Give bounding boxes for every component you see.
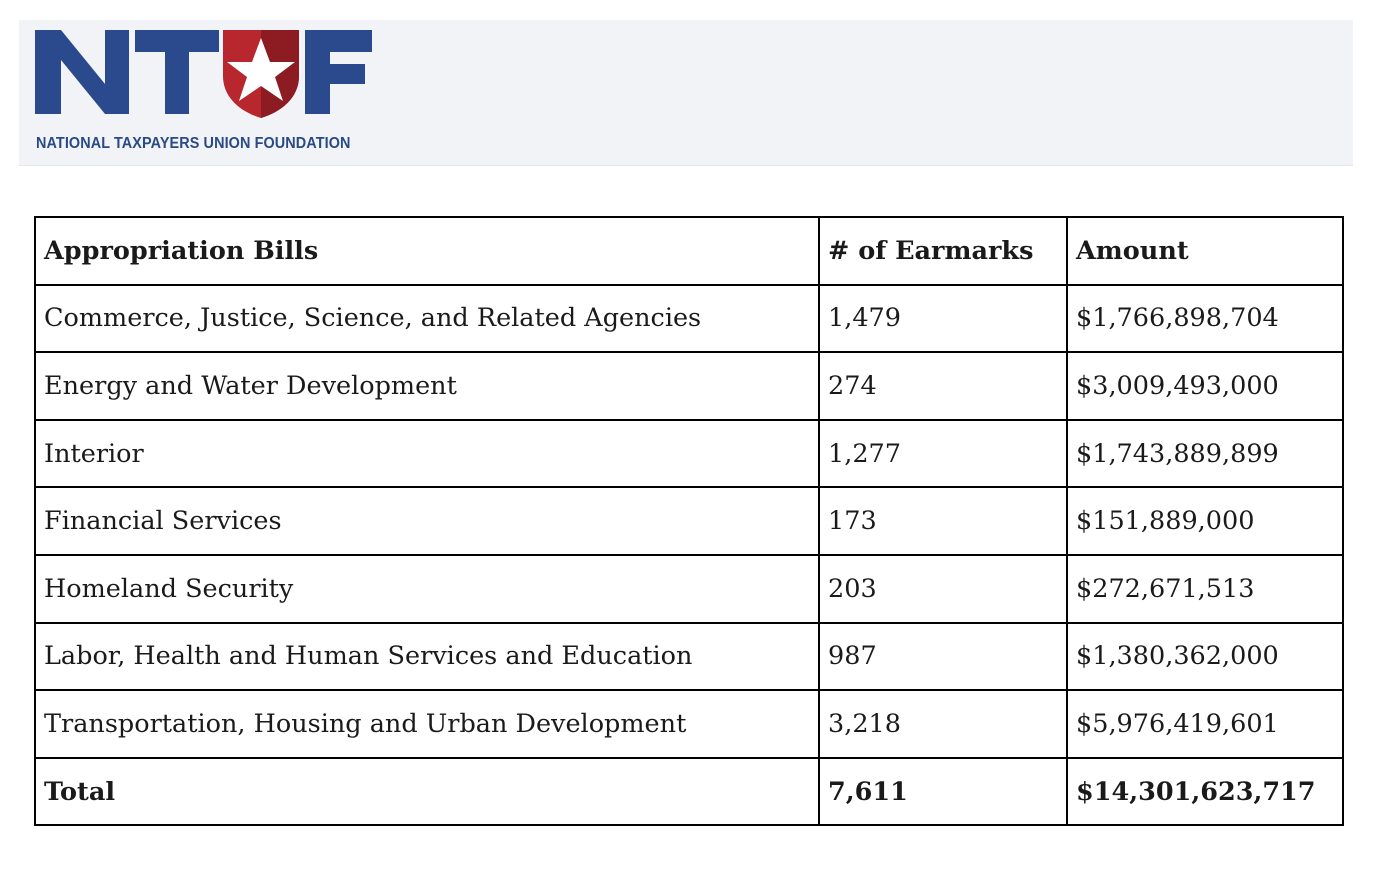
table-row <box>35 487 1343 555</box>
total-row <box>35 758 1343 826</box>
earmark-count-cell: 203 <box>819 555 1067 623</box>
site-header <box>19 20 1353 166</box>
header-earmark-count: # of Earmarks <box>819 217 1067 285</box>
amount-cell: $1,743,889,899 <box>1067 420 1343 488</box>
amount-cell: $3,009,493,000 <box>1067 352 1343 420</box>
earmarks-table <box>34 216 1344 826</box>
total-amount: $14,301,623,717 <box>1067 758 1343 826</box>
logo-tagline: NATIONAL TAXPAYERS UNION FOUNDATION <box>36 135 351 152</box>
ntuf-logo-graphic <box>35 30 375 122</box>
table-row <box>35 352 1343 420</box>
total-earmark-count: 7,611 <box>819 758 1067 826</box>
bill-name-cell: Energy and Water Development <box>35 352 819 420</box>
earmark-count-cell: 1,277 <box>819 420 1067 488</box>
logo-letter-f <box>305 30 372 114</box>
total-label: Total <box>35 758 819 826</box>
bill-name-cell: Commerce, Justice, Science, and Related Agencies <box>35 285 819 353</box>
table-row <box>35 690 1343 758</box>
earmark-count-cell: 987 <box>819 623 1067 691</box>
ntuf-logo[interactable] <box>35 30 375 160</box>
logo-letter-t <box>135 30 219 114</box>
header-amount: Amount <box>1067 217 1343 285</box>
earmark-count-cell: 3,218 <box>819 690 1067 758</box>
earmark-count-cell: 274 <box>819 352 1067 420</box>
table-row <box>35 420 1343 488</box>
amount-cell: $272,671,513 <box>1067 555 1343 623</box>
earmark-count-cell: 1,479 <box>819 285 1067 353</box>
bill-name-cell: Transportation, Housing and Urban Development <box>35 690 819 758</box>
logo-letter-n <box>35 30 129 114</box>
bill-name-cell: Interior <box>35 420 819 488</box>
bill-name-cell: Labor, Health and Human Services and Education <box>35 623 819 691</box>
amount-cell: $1,380,362,000 <box>1067 623 1343 691</box>
bill-name-cell: Homeland Security <box>35 555 819 623</box>
table-row <box>35 623 1343 691</box>
table-row <box>35 285 1343 353</box>
amount-cell: $1,766,898,704 <box>1067 285 1343 353</box>
table-row <box>35 555 1343 623</box>
header-appropriation-bills: Appropriation Bills <box>35 217 819 285</box>
table-header-row <box>35 217 1343 285</box>
amount-cell: $5,976,419,601 <box>1067 690 1343 758</box>
bill-name-cell: Financial Services <box>35 487 819 555</box>
amount-cell: $151,889,000 <box>1067 487 1343 555</box>
earmark-count-cell: 173 <box>819 487 1067 555</box>
